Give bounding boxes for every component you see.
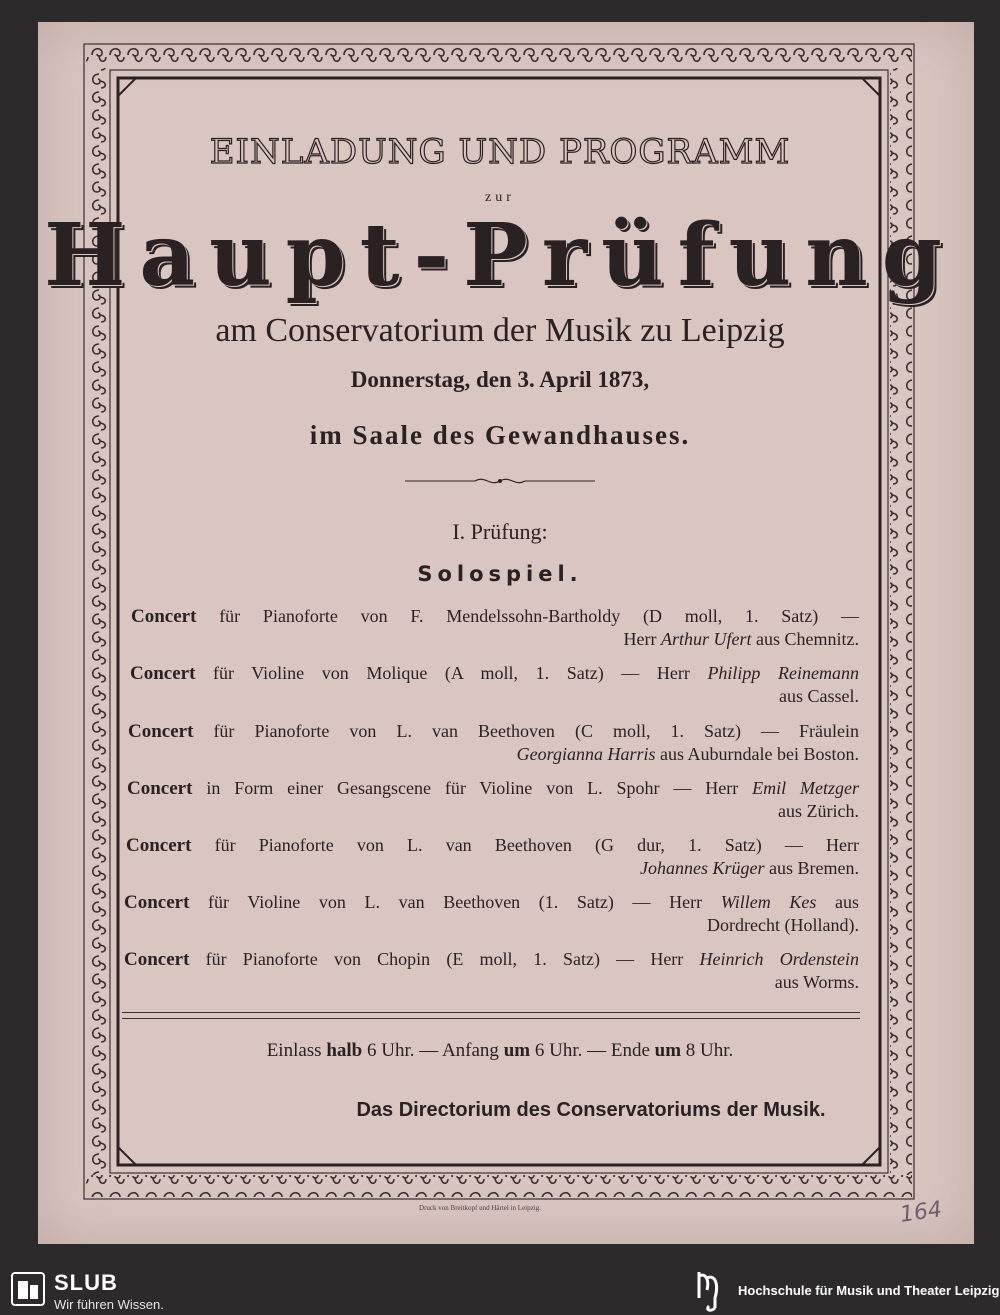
program-item (126, 834, 859, 879)
item-origin: aus Bremen. (764, 858, 859, 878)
item-origin: aus Cassel. (779, 686, 859, 706)
slub-slogan: Wir führen Wissen. (54, 1297, 164, 1312)
item-kind: Concert (130, 663, 196, 684)
time-text: halb (326, 1040, 363, 1061)
time-text: 6 Uhr. — Ende (534, 1040, 650, 1061)
printer-credit: Druck von Breitkopf und Härtel in Leipzig. (419, 1204, 541, 1212)
performer-name: Philipp Reinemann (707, 663, 859, 683)
program-item (124, 948, 859, 993)
main-title: Haupt-Prüfung (44, 205, 956, 306)
time-text: um (503, 1040, 531, 1061)
item-line-1 (124, 948, 859, 971)
time-text: 8 Uhr. (685, 1040, 734, 1061)
program-item (128, 720, 859, 765)
slub-name[interactable]: SLUB (54, 1270, 118, 1295)
item-description: in Form einer Gesangscene für Violine von L. Spohr — Herr (206, 778, 739, 798)
program-item (130, 662, 859, 707)
item-line-1 (126, 834, 859, 857)
item-kind: Concert (124, 949, 190, 970)
heading-zur: zur (485, 190, 515, 205)
item-line-2 (124, 914, 859, 936)
item-line-2 (127, 800, 859, 822)
item-kind: Concert (126, 835, 192, 856)
section-heading: I. Prüfung: (452, 519, 548, 544)
item-origin: Dordrecht (Holland). (707, 915, 859, 935)
program-item (127, 777, 859, 822)
item-description: für Pianoforte von F. Mendelssohn-Bartholdy (D moll, 1. Satz) — (219, 606, 860, 626)
performer-name: Georgianna Harris (516, 744, 656, 764)
item-tail: aus (816, 892, 860, 912)
double-rule-divider (122, 1012, 860, 1019)
slub-logo-icon[interactable] (10, 1271, 46, 1307)
performer-name: Emil Metzger (752, 778, 860, 798)
item-line-1 (127, 777, 859, 800)
hfm-logo-icon[interactable] (693, 1268, 729, 1314)
item-line-1 (128, 720, 859, 743)
time-line (0, 1040, 1000, 1062)
program-item (131, 605, 859, 650)
time-text: Einlass (266, 1040, 322, 1061)
hfm-name[interactable]: Hochschule für Musik und Theater Leipzig (738, 1283, 1000, 1298)
item-origin: aus Auburndale bei Boston. (655, 744, 859, 764)
page-number: 164 (898, 1197, 944, 1228)
performer-name: Willem Kes (720, 892, 817, 912)
item-origin: aus Chemnitz. (751, 629, 859, 649)
program-item (124, 891, 859, 936)
performer-name: Johannes Krüger (640, 858, 765, 878)
item-line-1 (130, 662, 859, 685)
item-line-2 (131, 628, 859, 650)
item-origin: aus Zürich. (778, 801, 859, 821)
venue-line: im Saale des Gewandhauses. (309, 420, 691, 450)
item-description: für Pianoforte von Chopin (E moll, 1. Satz) — Herr (205, 949, 684, 969)
performer-name: Arthur Ufert (661, 629, 752, 649)
item-line-2 (130, 685, 859, 707)
heading-einladung: EINLADUNG UND PROGRAMM (209, 132, 791, 172)
subsection-heading: Solospiel. (417, 562, 583, 586)
institution-line: am Conservatorium der Musik zu Leipzig (215, 312, 785, 349)
footer-bar (0, 1265, 1000, 1315)
item-description: für Pianoforte von L. van Beethoven (G dur, 1. Satz) — Herr (214, 835, 860, 855)
date-line: Donnerstag, den 3. April 1873, (350, 367, 650, 392)
item-kind: Concert (124, 892, 190, 913)
item-kind: Concert (128, 721, 194, 742)
item-line-2 (128, 743, 859, 765)
item-kind: Concert (127, 778, 193, 799)
item-line-2 (126, 857, 859, 879)
item-origin: aus Worms. (774, 972, 859, 992)
item-description: für Violine von L. van Beethoven (1. Satz) — Herr (208, 892, 703, 912)
item-kind: Concert (131, 606, 197, 627)
performer-name: Heinrich Ordenstein (699, 949, 860, 969)
item-description: für Violine von Molique (A moll, 1. Satz) — Herr (213, 663, 690, 683)
item-description: für Pianoforte von L. van Beethoven (C moll, 1. Satz) — Fräulein (213, 721, 859, 741)
item-line-2 (124, 971, 859, 993)
signature-line: Das Directorium des Conservatoriums der Musik. (356, 1099, 826, 1121)
time-text: um (654, 1040, 682, 1061)
item-prefix: Herr (623, 629, 661, 649)
item-line-1 (124, 891, 859, 914)
item-line-1 (131, 605, 859, 628)
divider-ornament-icon (400, 473, 600, 489)
time-text: 6 Uhr. — Anfang (367, 1040, 499, 1061)
